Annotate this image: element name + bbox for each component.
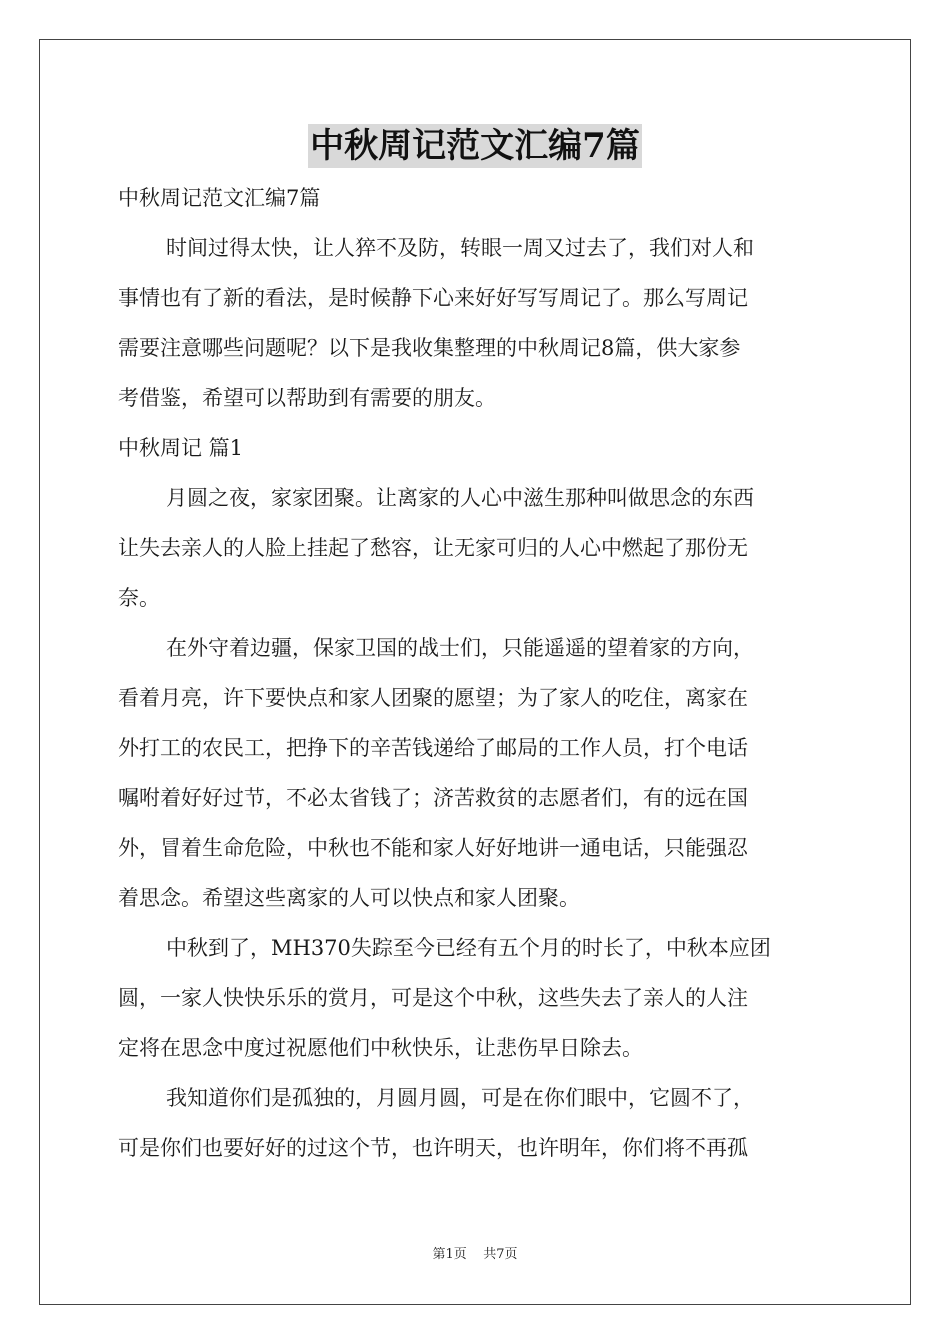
document-body [118, 173, 832, 1173]
paragraph-line: 月圆之夜，家家团聚。让离家的人心中滋生那种叫做思念的东西 [166, 486, 754, 510]
intro-line: 时间过得太快，让人猝不及防，转眼一周又过去了，我们对人和 [166, 236, 754, 260]
paragraph-4 [118, 1073, 832, 1173]
paragraph-3 [118, 923, 832, 1073]
page-number: 第1页 [432, 1247, 467, 1262]
paragraph-line: 可是你们也要好好的过这个节，也许明天，也许明年，你们将不再孤 [118, 1136, 748, 1160]
paragraph-line: 圆，一家人快快乐乐的赏月，可是这个中秋，这些失去了亲人的人注 [118, 986, 748, 1010]
paragraph-1 [118, 473, 832, 623]
intro-paragraph [118, 223, 832, 423]
document-title: 中秋周记范文汇编7篇 [310, 126, 640, 166]
section-heading: 中秋周记 篇1 [118, 436, 244, 460]
paragraph-line: 嘱咐着好好过节，不必太省钱了；济苦救贫的志愿者们，有的远在国 [118, 786, 748, 810]
paragraph-line: 在外守着边疆，保家卫国的战士们，只能遥遥的望着家的方向， [166, 636, 754, 660]
intro-line: 事情也有了新的看法，是时候静下心来好好写写周记了。那么写周记 [118, 286, 748, 310]
paragraph-line: 外，冒着生命危险，中秋也不能和家人好好地讲一通电话，只能强忍 [118, 836, 748, 860]
intro-line: 需要注意哪些问题呢？以下是我收集整理的中秋周记8篇，供大家参 [118, 336, 741, 360]
subtitle-line: 中秋周记范文汇编7篇 [118, 186, 321, 210]
title-wrap [0, 124, 950, 168]
paragraph-line: 外打工的农民工，把挣下的辛苦钱递给了邮局的工作人员，打个电话 [118, 736, 748, 760]
paragraph-line: 让失去亲人的人脸上挂起了愁容，让无家可归的人心中燃起了那份无 [118, 536, 748, 560]
paragraph-line: 着思念。希望这些离家的人可以快点和家人团聚。 [118, 886, 580, 910]
paragraph-line: 定将在思念中度过祝愿他们中秋快乐，让悲伤早日除去。 [118, 1036, 643, 1060]
paragraph-line: 我知道你们是孤独的，月圆月圆，可是在你们眼中，它圆不了， [166, 1086, 754, 1110]
intro-line: 考借鉴，希望可以帮助到有需要的朋友。 [118, 386, 496, 410]
page-total: 共7页 [483, 1247, 518, 1262]
paragraph-line: 中秋到了，MH370失踪至今已经有五个月的时长了，中秋本应团 [166, 936, 771, 960]
paragraph-2 [118, 623, 832, 923]
page-footer [0, 1245, 950, 1265]
paragraph-line: 看着月亮，许下要快点和家人团聚的愿望；为了家人的吃住，离家在 [118, 686, 748, 710]
paragraph-line: 奈。 [118, 586, 160, 610]
